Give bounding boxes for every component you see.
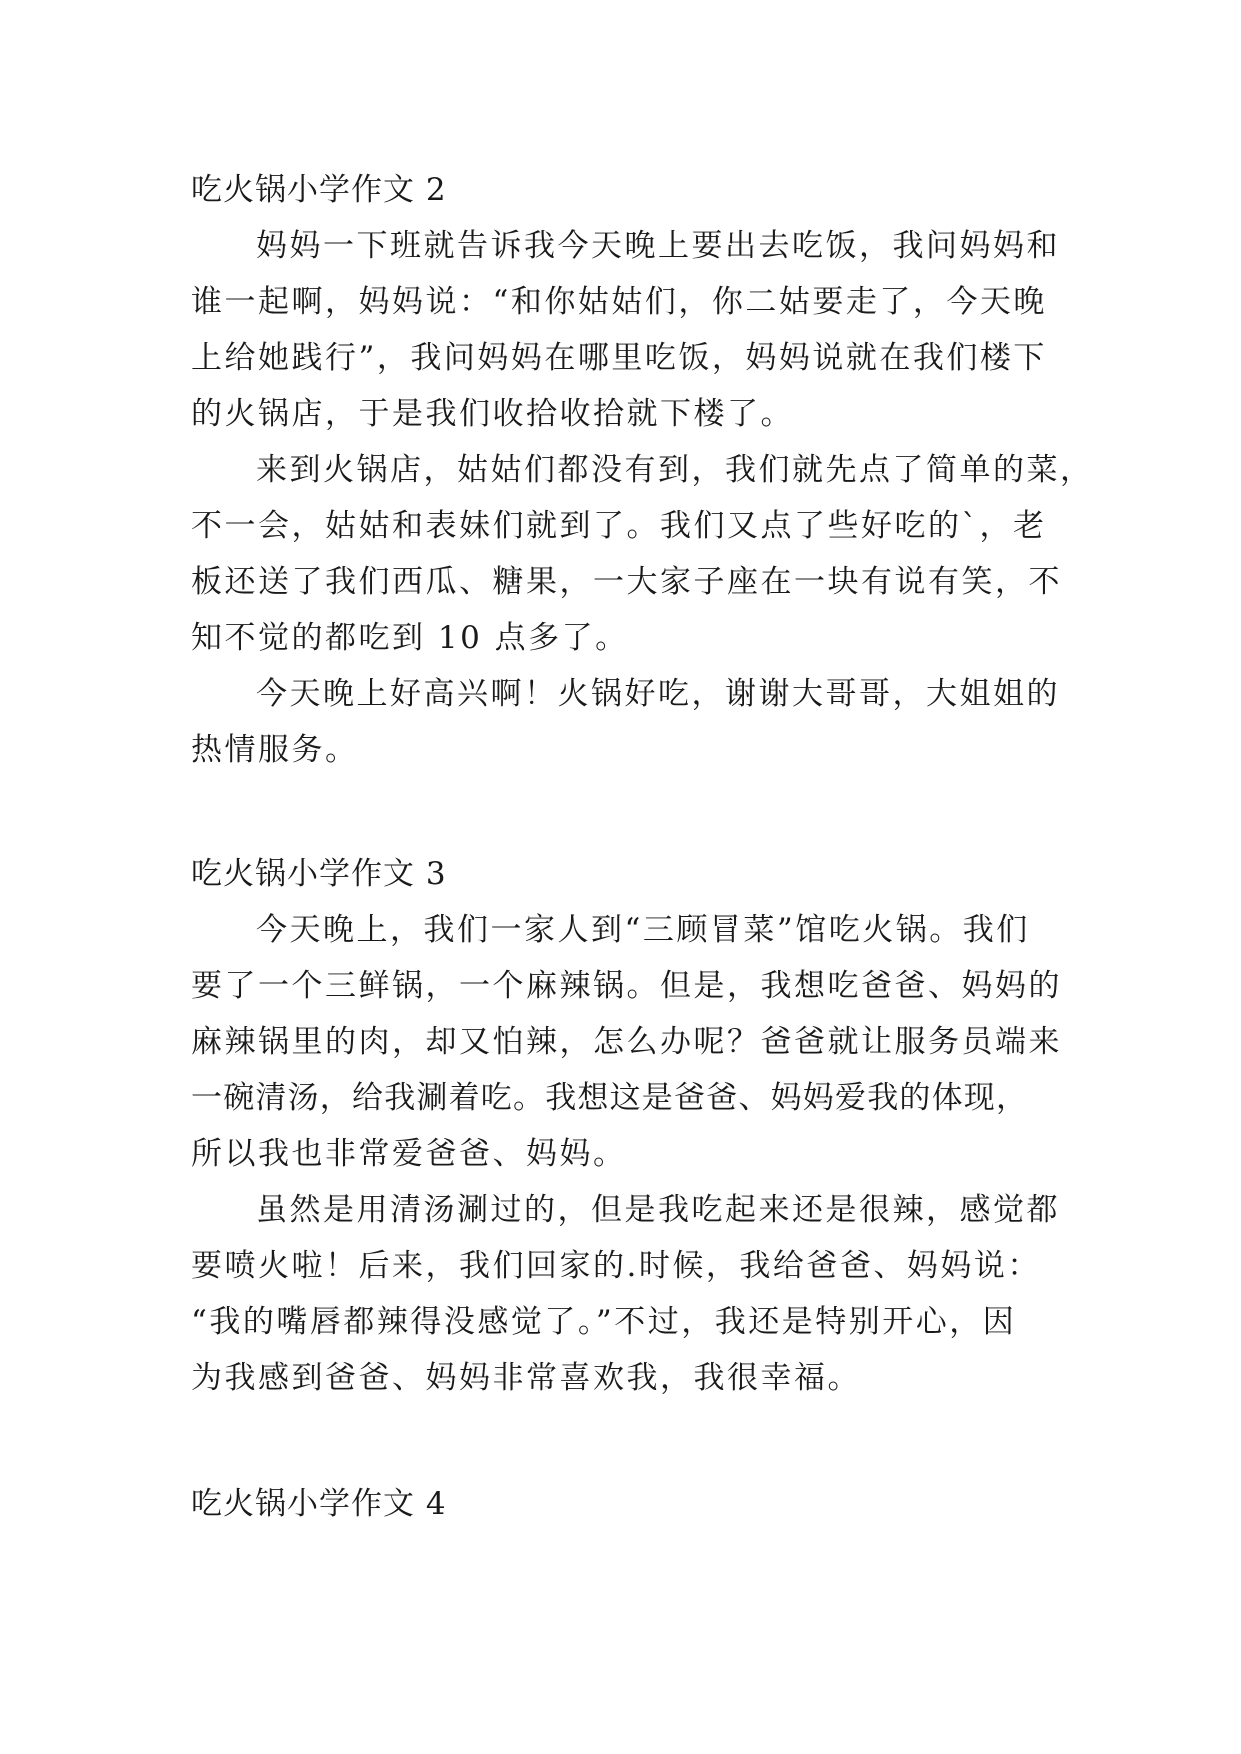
paragraph-line: 要喷火啦！后来，我们回家的.时候，我给爸爸、妈妈说：	[191, 1248, 1041, 1284]
paragraph-line: 一碗清汤，给我涮着吃。我想这是爸爸、妈妈爱我的体现，	[191, 1080, 1029, 1116]
paragraph-line: 来到火锅店，姑姑们都没有到，我们就先点了简单的菜，	[256, 452, 1094, 488]
paragraph-line: 谁一起啊，妈妈说：“和你姑姑们，你二姑要走了，今天晚	[191, 284, 1047, 320]
paragraph-line: 为我感到爸爸、妈妈非常喜欢我，我很幸福。	[191, 1360, 861, 1396]
paragraph-line: 板还送了我们西瓜、糖果，一大家子座在一块有说有笑，不	[191, 564, 1062, 600]
section-title: 吃火锅小学作文 2	[191, 172, 447, 208]
paragraph-line: 今天晚上，我们一家人到“三顾冒菜”馆吃火锅。我们	[256, 912, 1030, 948]
paragraph-line: 要了一个三鲜锅，一个麻辣锅。但是，我想吃爸爸、妈妈的	[191, 968, 1062, 1004]
paragraph-line: 知不觉的都吃到 10 点多了。	[191, 620, 629, 656]
paragraph-line: 上给她践行”，我问妈妈在哪里吃饭，妈妈说就在我们楼下	[191, 340, 1047, 376]
paragraph-line: 的火锅店，于是我们收拾收拾就下楼了。	[191, 396, 794, 432]
paragraph-line: 麻辣锅里的肉，却又怕辣，怎么办呢？爸爸就让服务员端来	[191, 1024, 1062, 1060]
paragraph-line: 热情服务。	[191, 732, 359, 768]
paragraph-line: 妈妈一下班就告诉我今天晚上要出去吃饭，我问妈妈和	[256, 228, 1060, 264]
section-title: 吃火锅小学作文 4	[191, 1486, 447, 1522]
paragraph-line: 所以我也非常爱爸爸、妈妈。	[191, 1136, 627, 1172]
paragraph-line: 不一会，姑姑和表妹们就到了。我们又点了些好吃的`，老	[191, 508, 1047, 544]
paragraph-line: 今天晚上好高兴啊！火锅好吃，谢谢大哥哥，大姐姐的	[256, 676, 1060, 712]
paragraph-line: “我的嘴唇都辣得没感觉了。”不过，我还是特别开心，因	[191, 1304, 1017, 1340]
paragraph-line: 虽然是用清汤涮过的，但是我吃起来还是很辣，感觉都	[256, 1192, 1060, 1228]
section-title: 吃火锅小学作文 3	[191, 856, 447, 892]
